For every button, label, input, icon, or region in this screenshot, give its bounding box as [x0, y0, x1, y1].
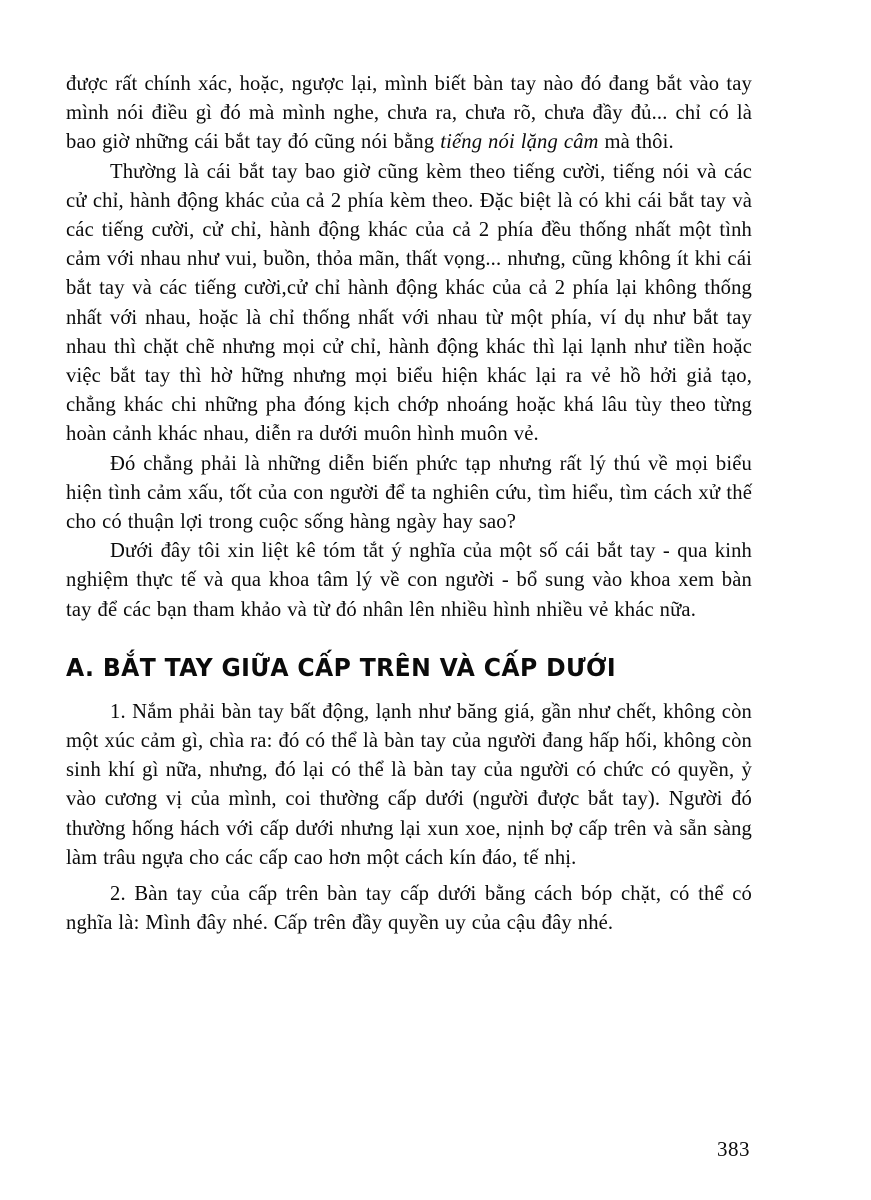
paragraph-1	[66, 70, 752, 158]
section-heading: A. BẮT TAY GIỮA CẤP TRÊN VÀ CẤP DƯỚI	[66, 652, 617, 682]
paragraph-1-text-before-italic: được rất chính xác, hoặc, ngược lại, mình biết bàn tay nào đó đang bắt vào tay mình nói điều gì đó mà mình nghe, chưa ra, chưa rõ, chưa đầy đủ... chỉ có là bao giờ những cái bắt tay đó cũng nói bằng	[66, 73, 752, 154]
paragraph-1-italic-phrase: tiếng nói lặng câm	[440, 131, 599, 154]
paragraph-6-numbered-item-2: 2. Bàn tay của cấp trên bàn tay cấp dưới bằng cách bóp chặt, có thể có nghĩa là: Mình đây nhé. Cấp trên đầy quyền uy của cậu đây nhé.	[66, 883, 752, 935]
paragraph-2: Thường là cái bắt tay bao giờ cũng kèm theo tiếng cười, tiếng nói và các cử chỉ, hành động khác của cả 2 phía kèm theo. Đặc biệt là có khi cái bắt tay và các tiếng cười, cử chỉ, hành động khác của cả 2 phía đều thống nhất một tình cảm với nhau như vui, buồn, thỏa mãn, thất vọng... nhưng, cũng không ít khi cái bắt tay và các tiếng cười,cử chỉ hành động khác của cả 2 phía lại không thống nhất với nhau, hoặc là chỉ thống nhất với nhau từ một phía, ví dụ như bắt tay nhau thì chặt chẽ nhưng mọi cử chỉ, hành động khác thì lại lạnh như tiền hoặc việc bắt tay thì hờ hững nhưng mọi biểu hiện khác lại ra vẻ hồ hởi giả tạo, chẳng khác chi những pha đóng kịch chớp nhoáng hoặc khá lâu tùy theo từng hoàn cảnh khác nhau, diễn ra dưới muôn hình muôn vẻ.	[66, 160, 752, 446]
paragraph-5-numbered-item-1: 1. Nắm phải bàn tay bất động, lạnh như băng giá, gần như chết, không còn một xúc cảm gì, chìa ra: đó có thể là bàn tay của người đang hấp hối, không còn sinh khí gì nữa, nhưng, đó lại có thể là bàn tay của người có chức có quyền, ỷ vào cương vị của mình, coi thường cấp dưới (người được bắt tay). Người đó thường hống hách với cấp dưới nhưng lại xun xoe, nịnh bợ cấp trên và sẵn sàng làm trâu ngựa cho các cấp cao hơn một cách kín đáo, tế nhị.	[66, 700, 752, 869]
page-number: 383	[717, 1137, 750, 1161]
paragraph-4: Dưới đây tôi xin liệt kê tóm tắt ý nghĩa của một số cái bắt tay - qua kinh nghiệm thực tế và qua khoa tâm lý về con người - bổ sung vào khoa xem bàn tay để các bạn tham khảo và từ đó nhân lên nhiều hình nhiều vẻ khác nữa.	[66, 540, 752, 621]
paragraph-1-text-after-italic: mà thôi.	[598, 131, 674, 154]
page-text-column	[66, 70, 752, 938]
paragraph-3: Đó chẳng phải là những diễn biến phức tạp nhưng rất lý thú về mọi biểu hiện tình cảm xấu, tốt của con người để ta nghiên cứu, tìm hiểu, tìm cách xử thế cho có thuận lợi trong cuộc sống hàng ngày hay sao?	[66, 452, 752, 534]
